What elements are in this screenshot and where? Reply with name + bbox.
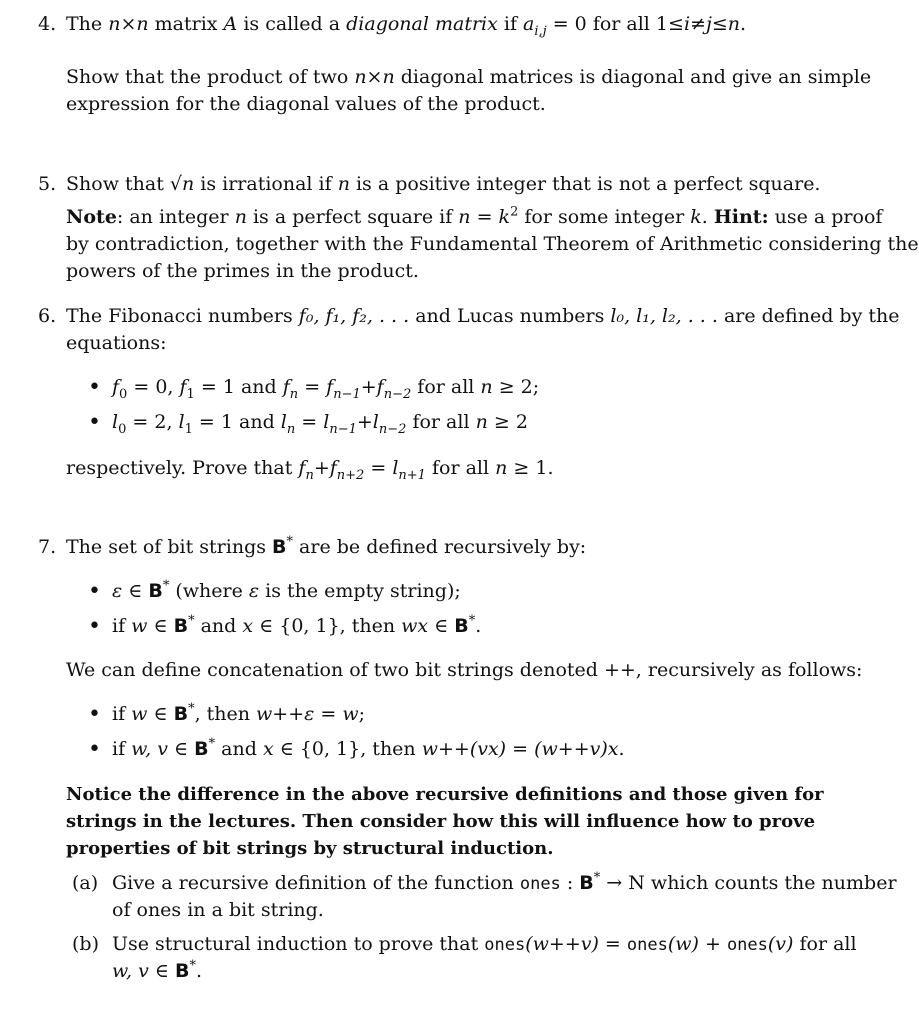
part-label: (b) xyxy=(72,933,99,955)
question-6-task: respectively. Prove that $f_n+f_{n+2} = l_{n+1}$ for all n ≥ 1. xyxy=(66,457,554,483)
bullet-icon: • xyxy=(88,410,101,435)
question-5-note-line-3: powers of the primes in the product. xyxy=(66,260,419,282)
part-b-line-2: w, v ∈ B*. xyxy=(112,958,203,982)
notice-line-1: Notice the difference in the above recursive definitions and those given for xyxy=(66,784,824,805)
question-4-task-line-2: expression for the diagonal values of the product. xyxy=(66,93,546,115)
concatenation-recursive-case: if w, v ∈ B* and x ∈ {0, 1}, then w++(vx) = (w++v)x. xyxy=(112,736,625,760)
part-b-line-1: Use structural induction to prove that ones(w++v) = ones(w) + ones(v) for all xyxy=(112,933,857,955)
question-number: 6. xyxy=(38,305,57,327)
question-5-note-line-2: by contradiction, together with the Fundamental Theorem of Arithmetic considering the xyxy=(66,233,919,255)
question-5-statement: Show that √n is irrational if n is a positive integer that is not a perfect square. xyxy=(66,173,821,195)
fibonacci-definition: $f_0 = 0$, $f_1 = 1$ and $f_n = f_{n-1}+f_{n-2}$ for all n ≥ 2; xyxy=(112,376,540,402)
concatenation-intro: We can define concatenation of two bit strings denoted ++, recursively as follows: xyxy=(66,659,863,681)
question-4-task-line-1: Show that the product of two n×n diagonal matrices is diagonal and give an simple xyxy=(66,66,872,88)
question-6-statement-line-1: The Fibonacci numbers f₀, f₁, f₂, . . . and Lucas numbers l₀, l₁, l₂, . . . are defined by the xyxy=(66,305,900,327)
bullet-icon: • xyxy=(88,737,101,762)
bitstring-base-case: ε ∈ B* (where ε is the empty string); xyxy=(112,578,461,602)
question-7-statement: The set of bit strings B* are be defined recursively by: xyxy=(66,534,587,558)
question-number: 5. xyxy=(38,173,57,195)
bitstring-recursive-case: if w ∈ B* and x ∈ {0, 1}, then wx ∈ B*. xyxy=(112,613,482,637)
part-a-line-1: Give a recursive definition of the function ones : B* → N which counts the number xyxy=(112,870,897,894)
bullet-icon: • xyxy=(88,579,101,604)
question-6-statement-line-2: equations: xyxy=(66,332,167,354)
part-label: (a) xyxy=(72,872,99,894)
notice-line-3: properties of bit strings by structural induction. xyxy=(66,838,554,859)
question-number: 7. xyxy=(38,536,57,558)
question-5-note-line-1: Note: an integer n is a perfect square if $n = k^2$ for some integer k. Hint: use a proof xyxy=(66,204,883,228)
bullet-icon: • xyxy=(88,375,101,400)
lucas-definition: $l_0 = 2$, $l_1 = 1$ and $l_n = l_{n-1}+l_{n-2}$ for all n ≥ 2 xyxy=(112,411,528,437)
notice-line-2: strings in the lectures. Then consider how this will influence how to prove xyxy=(66,811,816,832)
concatenation-base-case: if w ∈ B*, then w++ε = w; xyxy=(112,701,366,725)
question-4-statement: The n×n matrix A is called a diagonal matrix if $a_{i,j} = 0$ for all 1≤i≠j≤n. xyxy=(66,13,747,39)
bullet-icon: • xyxy=(88,702,101,727)
bullet-icon: • xyxy=(88,614,101,639)
part-a-line-2: of ones in a bit string. xyxy=(112,899,324,921)
question-number: 4. xyxy=(38,13,57,35)
